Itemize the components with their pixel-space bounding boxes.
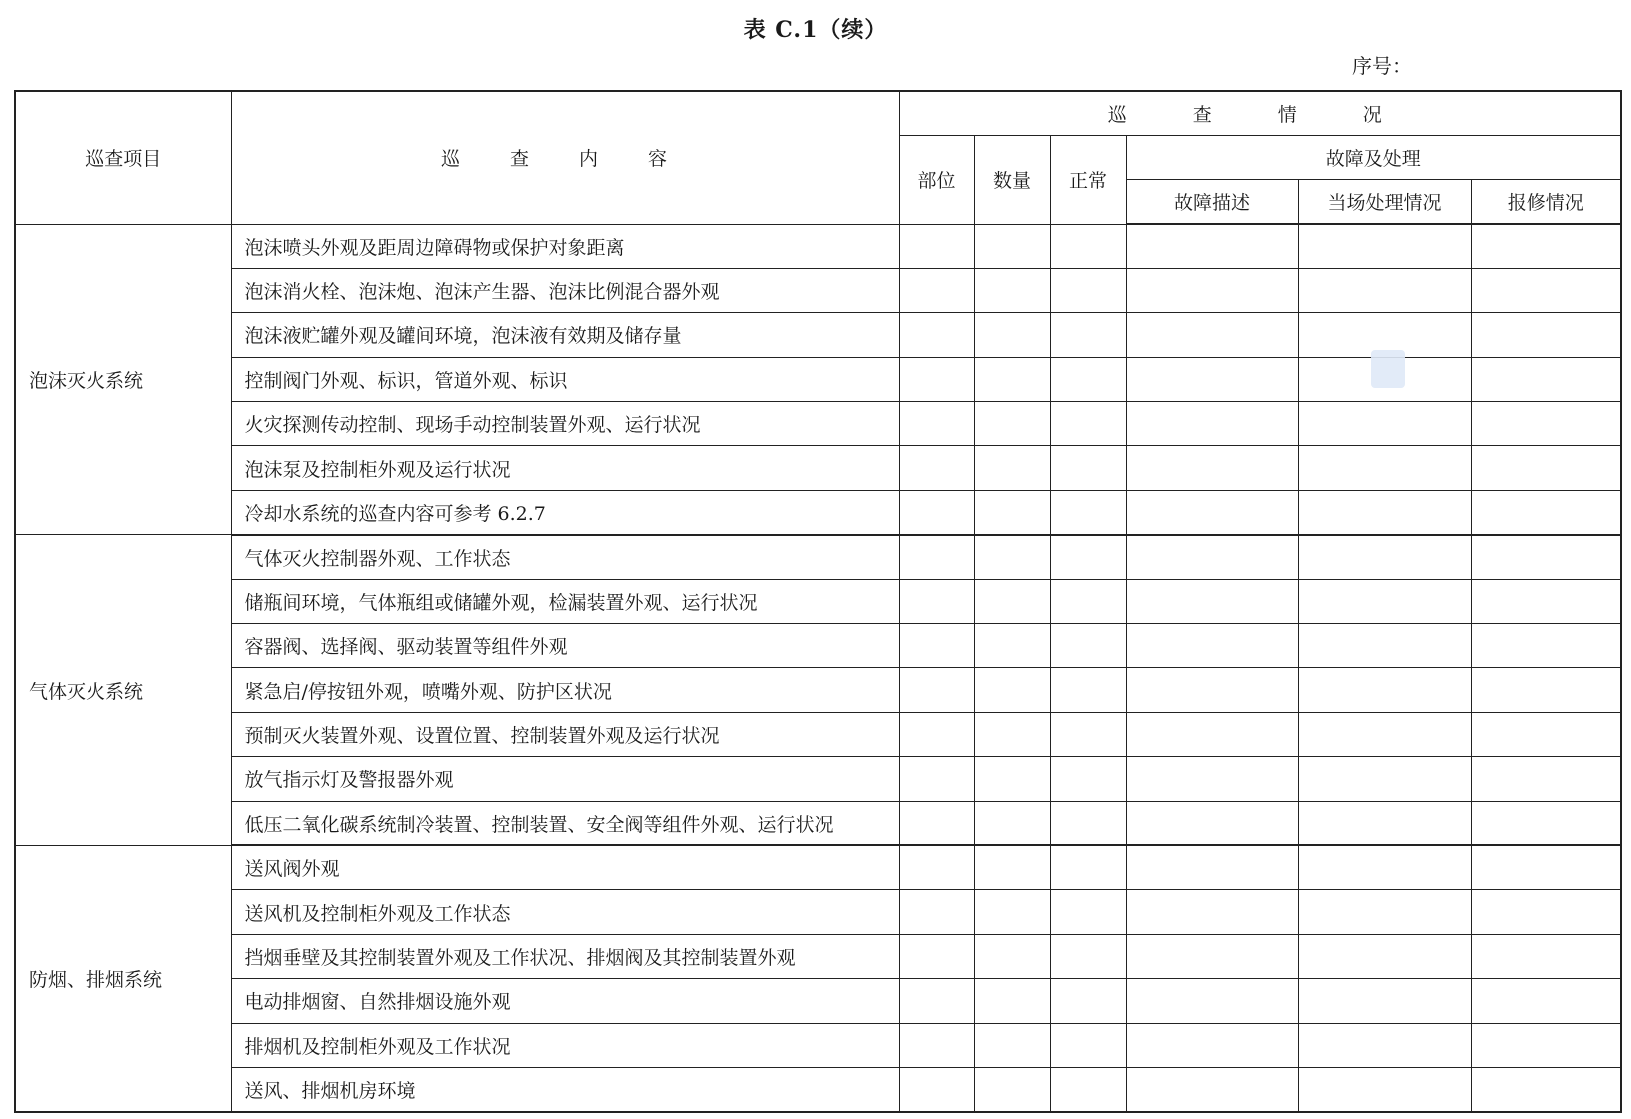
table-row xyxy=(15,890,1621,934)
quantity-cell[interactable] xyxy=(974,845,1050,889)
fault-desc-cell[interactable] xyxy=(1126,402,1298,446)
inspection-content: 容器阀、选择阀、驱动装置等组件外观 xyxy=(231,624,899,668)
inspection-content: 挡烟垂壁及其控制装置外观及工作状况、排烟阀及其控制装置外观 xyxy=(231,934,899,978)
header-onsite: 当场处理情况 xyxy=(1298,180,1471,225)
inspection-content: 控制阀门外观、标识，管道外观、标识 xyxy=(231,357,899,401)
table-row xyxy=(15,845,1621,889)
normal-cell[interactable] xyxy=(1050,268,1126,312)
fault-desc-cell[interactable] xyxy=(1126,579,1298,623)
onsite-cell[interactable] xyxy=(1298,890,1471,934)
normal-cell[interactable] xyxy=(1050,979,1126,1023)
quantity-cell[interactable] xyxy=(974,446,1050,490)
quantity-cell[interactable] xyxy=(974,313,1050,357)
header-repair: 报修情况 xyxy=(1471,180,1621,225)
quantity-cell[interactable] xyxy=(974,979,1050,1023)
normal-cell[interactable] xyxy=(1050,224,1126,268)
table-row xyxy=(15,712,1621,756)
normal-cell[interactable] xyxy=(1050,801,1126,845)
inspection-item: 气体灭火系统 xyxy=(15,535,231,846)
inspection-content: 送风阀外观 xyxy=(231,845,899,889)
location-cell[interactable] xyxy=(899,1067,974,1111)
onsite-cell[interactable] xyxy=(1298,934,1471,978)
fault-desc-cell[interactable] xyxy=(1126,535,1298,579)
onsite-cell[interactable] xyxy=(1298,1067,1471,1111)
repair-cell[interactable] xyxy=(1471,224,1621,268)
location-cell[interactable] xyxy=(899,890,974,934)
normal-cell[interactable] xyxy=(1050,845,1126,889)
quantity-cell[interactable] xyxy=(974,757,1050,801)
quantity-cell[interactable] xyxy=(974,801,1050,845)
quantity-cell[interactable] xyxy=(974,402,1050,446)
inspection-content: 火灾探测传动控制、现场手动控制装置外观、运行状况 xyxy=(231,402,899,446)
inspection-content: 气体灭火控制器外观、工作状态 xyxy=(231,535,899,579)
row-group xyxy=(15,535,1621,846)
inspection-content: 低压二氧化碳系统制冷装置、控制装置、安全阀等组件外观、运行状况 xyxy=(231,801,899,845)
onsite-cell[interactable] xyxy=(1298,979,1471,1023)
fault-desc-cell[interactable] xyxy=(1126,801,1298,845)
quantity-cell[interactable] xyxy=(974,579,1050,623)
onsite-cell[interactable] xyxy=(1298,402,1471,446)
onsite-cell[interactable] xyxy=(1298,712,1471,756)
inspection-content: 紧急启/停按钮外观，喷嘴外观、防护区状况 xyxy=(231,668,899,712)
repair-cell[interactable] xyxy=(1471,402,1621,446)
inspection-content: 送风机及控制柜外观及工作状态 xyxy=(231,890,899,934)
quantity-cell[interactable] xyxy=(974,712,1050,756)
inspection-content: 排烟机及控制柜外观及工作状况 xyxy=(231,1023,899,1067)
header-situation: 巡 查 情 况 xyxy=(899,91,1621,136)
repair-cell[interactable] xyxy=(1471,1023,1621,1067)
onsite-cell[interactable] xyxy=(1298,668,1471,712)
onsite-cell[interactable] xyxy=(1298,801,1471,845)
location-cell[interactable] xyxy=(899,490,974,534)
normal-cell[interactable] xyxy=(1050,890,1126,934)
normal-cell[interactable] xyxy=(1050,535,1126,579)
normal-cell[interactable] xyxy=(1050,712,1126,756)
table-row xyxy=(15,268,1621,312)
normal-cell[interactable] xyxy=(1050,624,1126,668)
repair-cell[interactable] xyxy=(1471,979,1621,1023)
location-cell[interactable] xyxy=(899,446,974,490)
inspection-table xyxy=(14,90,1622,1113)
repair-cell[interactable] xyxy=(1471,357,1621,401)
quantity-cell[interactable] xyxy=(974,1067,1050,1111)
table-row xyxy=(15,1023,1621,1067)
quantity-cell[interactable] xyxy=(974,668,1050,712)
fault-desc-cell[interactable] xyxy=(1126,757,1298,801)
fault-desc-cell[interactable] xyxy=(1126,979,1298,1023)
location-cell[interactable] xyxy=(899,668,974,712)
onsite-cell[interactable] xyxy=(1298,490,1471,534)
normal-cell[interactable] xyxy=(1050,490,1126,534)
quantity-cell[interactable] xyxy=(974,224,1050,268)
quantity-cell[interactable] xyxy=(974,535,1050,579)
table-row xyxy=(15,446,1621,490)
table-title-text: 表 C.1（续） xyxy=(743,17,888,43)
header-item: 巡查项目 xyxy=(15,91,231,224)
fault-desc-cell[interactable] xyxy=(1126,313,1298,357)
fault-desc-cell[interactable] xyxy=(1126,890,1298,934)
header-content: 巡 查 内 容 xyxy=(231,91,899,224)
normal-cell[interactable] xyxy=(1050,668,1126,712)
quantity-cell[interactable] xyxy=(974,934,1050,978)
onsite-cell[interactable] xyxy=(1298,268,1471,312)
header-quantity: 数量 xyxy=(974,136,1050,225)
location-cell[interactable] xyxy=(899,579,974,623)
row-group xyxy=(15,845,1621,1111)
normal-cell[interactable] xyxy=(1050,402,1126,446)
fault-desc-cell[interactable] xyxy=(1126,845,1298,889)
fault-desc-cell[interactable] xyxy=(1126,712,1298,756)
inspection-content: 预制灭火装置外观、设置位置、控制装置外观及运行状况 xyxy=(231,712,899,756)
repair-cell[interactable] xyxy=(1471,579,1621,623)
location-cell[interactable] xyxy=(899,934,974,978)
location-cell[interactable] xyxy=(899,624,974,668)
inspection-content: 泡沫喷头外观及距周边障碍物或保护对象距离 xyxy=(231,224,899,268)
fault-desc-cell[interactable] xyxy=(1126,624,1298,668)
fault-desc-cell[interactable] xyxy=(1126,357,1298,401)
location-cell[interactable] xyxy=(899,402,974,446)
table-row xyxy=(15,490,1621,534)
repair-cell[interactable] xyxy=(1471,313,1621,357)
repair-cell[interactable] xyxy=(1471,712,1621,756)
repair-cell[interactable] xyxy=(1471,845,1621,889)
location-cell[interactable] xyxy=(899,535,974,579)
onsite-cell[interactable] xyxy=(1298,579,1471,623)
quantity-cell[interactable] xyxy=(974,268,1050,312)
header-normal: 正常 xyxy=(1050,136,1126,225)
location-cell[interactable] xyxy=(899,845,974,889)
table-row xyxy=(15,579,1621,623)
serial-number-label: 序号： xyxy=(1352,54,1412,78)
table-row xyxy=(15,535,1621,579)
inspection-content: 泡沫泵及控制柜外观及运行状况 xyxy=(231,446,899,490)
onsite-cell[interactable] xyxy=(1298,845,1471,889)
fault-desc-cell[interactable] xyxy=(1126,446,1298,490)
location-cell[interactable] xyxy=(899,979,974,1023)
normal-cell[interactable] xyxy=(1050,1067,1126,1111)
repair-cell[interactable] xyxy=(1471,801,1621,845)
table-row xyxy=(15,979,1621,1023)
table-row xyxy=(15,934,1621,978)
header-fault-desc: 故障描述 xyxy=(1126,180,1298,225)
location-cell[interactable] xyxy=(899,357,974,401)
normal-cell[interactable] xyxy=(1050,934,1126,978)
repair-cell[interactable] xyxy=(1471,446,1621,490)
table-row xyxy=(15,668,1621,712)
table-row xyxy=(15,1067,1621,1111)
table-title xyxy=(0,14,1631,47)
normal-cell[interactable] xyxy=(1050,357,1126,401)
location-cell[interactable] xyxy=(899,1023,974,1067)
normal-cell[interactable] xyxy=(1050,757,1126,801)
onsite-cell[interactable] xyxy=(1298,224,1471,268)
repair-cell[interactable] xyxy=(1471,490,1621,534)
normal-cell[interactable] xyxy=(1050,1023,1126,1067)
fault-desc-cell[interactable] xyxy=(1126,934,1298,978)
fault-desc-cell[interactable] xyxy=(1126,490,1298,534)
inspection-content: 冷却水系统的巡查内容可参考 6.2.7 xyxy=(231,490,899,534)
location-cell[interactable] xyxy=(899,712,974,756)
header-location: 部位 xyxy=(899,136,974,225)
inspection-content: 电动排烟窗、自然排烟设施外观 xyxy=(231,979,899,1023)
table-row xyxy=(15,757,1621,801)
table-row xyxy=(15,801,1621,845)
inspection-content: 泡沫消火栓、泡沫炮、泡沫产生器、泡沫比例混合器外观 xyxy=(231,268,899,312)
location-cell[interactable] xyxy=(899,757,974,801)
inspection-content: 储瓶间环境，气体瓶组或储罐外观，检漏装置外观、运行状况 xyxy=(231,579,899,623)
location-cell[interactable] xyxy=(899,224,974,268)
inspection-item: 防烟、排烟系统 xyxy=(15,845,231,1111)
location-cell[interactable] xyxy=(899,313,974,357)
fault-desc-cell[interactable] xyxy=(1126,224,1298,268)
inspection-content: 送风、排烟机房环境 xyxy=(231,1067,899,1111)
repair-cell[interactable] xyxy=(1471,934,1621,978)
normal-cell[interactable] xyxy=(1050,313,1126,357)
inspection-content: 泡沫液贮罐外观及罐间环境，泡沫液有效期及储存量 xyxy=(231,313,899,357)
repair-cell[interactable] xyxy=(1471,757,1621,801)
location-cell[interactable] xyxy=(899,801,974,845)
repair-cell[interactable] xyxy=(1471,535,1621,579)
fault-desc-cell[interactable] xyxy=(1126,1023,1298,1067)
quantity-cell[interactable] xyxy=(974,357,1050,401)
quantity-cell[interactable] xyxy=(974,890,1050,934)
inspection-item: 泡沫灭火系统 xyxy=(15,224,231,535)
repair-cell[interactable] xyxy=(1471,668,1621,712)
onsite-cell[interactable] xyxy=(1298,446,1471,490)
fault-desc-cell[interactable] xyxy=(1126,268,1298,312)
onsite-cell[interactable] xyxy=(1298,1023,1471,1067)
watermark-logo xyxy=(1371,350,1405,388)
onsite-cell[interactable] xyxy=(1298,535,1471,579)
repair-cell[interactable] xyxy=(1471,1067,1621,1111)
table-header xyxy=(15,91,1621,224)
table-row xyxy=(15,624,1621,668)
normal-cell[interactable] xyxy=(1050,446,1126,490)
normal-cell[interactable] xyxy=(1050,579,1126,623)
onsite-cell[interactable] xyxy=(1298,624,1471,668)
quantity-cell[interactable] xyxy=(974,1023,1050,1067)
onsite-cell[interactable] xyxy=(1298,757,1471,801)
repair-cell[interactable] xyxy=(1471,890,1621,934)
table-row xyxy=(15,402,1621,446)
fault-desc-cell[interactable] xyxy=(1126,668,1298,712)
location-cell[interactable] xyxy=(899,268,974,312)
quantity-cell[interactable] xyxy=(974,490,1050,534)
fault-desc-cell[interactable] xyxy=(1126,1067,1298,1111)
repair-cell[interactable] xyxy=(1471,268,1621,312)
quantity-cell[interactable] xyxy=(974,624,1050,668)
header-fault-group: 故障及处理 xyxy=(1126,136,1621,180)
inspection-content: 放气指示灯及警报器外观 xyxy=(231,757,899,801)
table-row xyxy=(15,224,1621,268)
repair-cell[interactable] xyxy=(1471,624,1621,668)
